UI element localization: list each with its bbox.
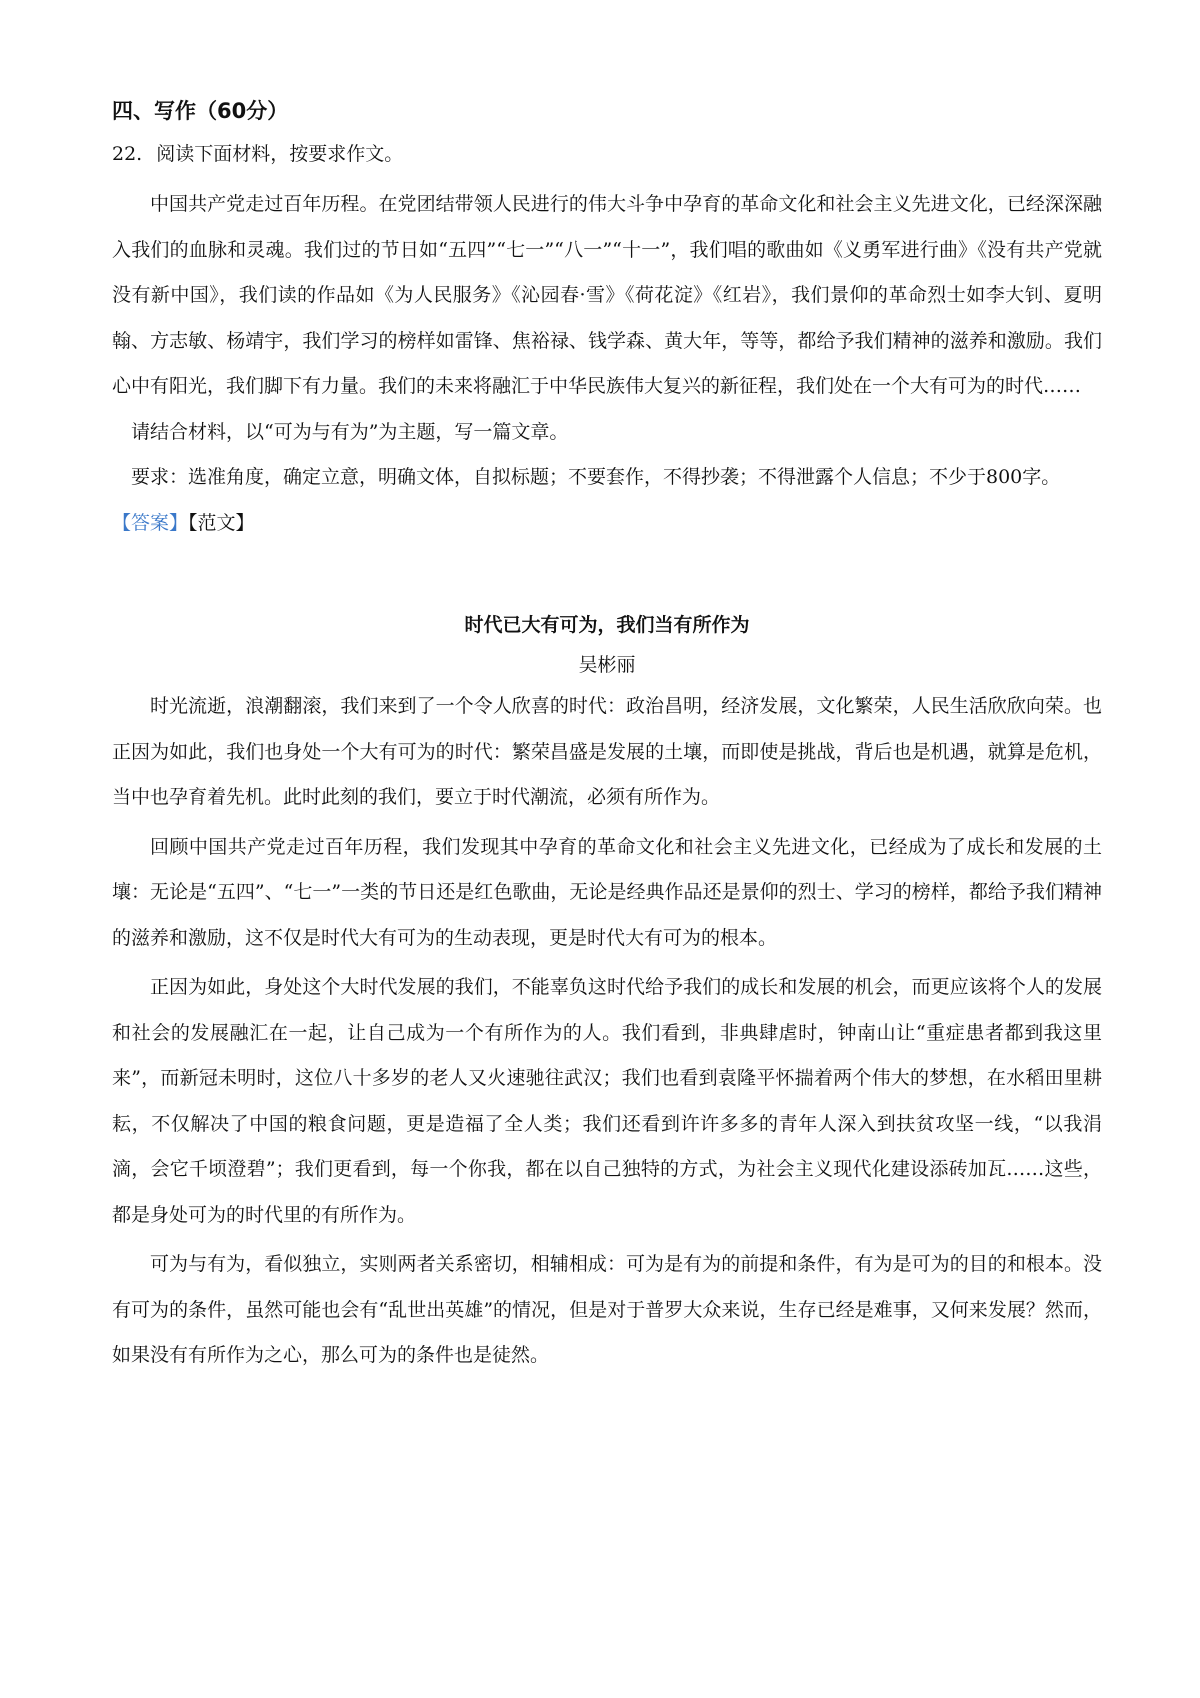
essay-title: 时代已大有可为，我们当有所作为 bbox=[464, 614, 750, 636]
document-content bbox=[112, 96, 1102, 1383]
section-title: 四、写作（60分） bbox=[112, 99, 289, 123]
essay-paragraph: 时光流逝，浪潮翻滚，我们来到了一个令人欣喜的时代：政治昌明，经济发展，文化繁荣，人民生活欣欣向荣。也正因为如此，我们也身处一个大有可为的时代：繁荣昌盛是发展的土壤，而即使是挑战，背后也是机遇，就算是危机，当中也孕育着先机。此时此刻的我们，要立于时代潮流，必须有所作为。 bbox=[112, 695, 1102, 808]
question-heading bbox=[112, 142, 1102, 166]
answer-tag: 【答案】 bbox=[112, 511, 189, 534]
question-requirements: 要求：选准角度，确定立意，明确文体，自拟标题；不要套作，不得抄袭；不得泄露个人信息；不少于800字。 bbox=[131, 466, 1061, 488]
essay-author: 吴彬丽 bbox=[578, 654, 636, 676]
question-material: 中国共产党走过百年历程。在党团结带领人民进行的伟大斗争中孕育的革命文化和社会主义先进文化，已经深深融入我们的血脉和灵魂。我们过的节日如“五四”“七一”“八一”“十一”，我们唱的歌曲如《义勇军进行曲》《没有共产党就没有新中国》，我们读的作品如《为人民服务》《沁园春·雪》《荷花淀》《红岩》，我们景仰的革命烈士如李大钊、夏明翰、方志敏、杨靖宇，我们学习的榜样如雷锋、焦裕禄、钱学森、黄大年，等等，都给予我们精神的滋养和激励。我们心中有阳光，我们脚下有力量。我们的未来将融汇于中华民族伟大复兴的新征程，我们处在一个大有可为的时代…… bbox=[112, 193, 1102, 397]
essay-paragraph: 正因为如此，身处这个大时代发展的我们，不能辜负这时代给予我们的成长和发展的机会，而更应该将个人的发展和社会的发展融汇在一起，让自己成为一个有所作为的人。我们看到，非典肆虐时，钟南山让“重症患者都到我这里来”，而新冠未明时，这位八十多岁的老人又火速驰往武汉；我们也看到袁隆平怀揣着两个伟大的梦想，在水稻田里耕耘，不仅解决了中国的粮食问题，更是造福了全人类；我们还看到许许多多的青年人深入到扶贫攻坚一线，“以我涓滴，会它千顷澄碧”；我们更看到，每一个你我，都在以自己独特的方式，为社会主义现代化建设添砖加瓦……这些，都是身处可为的时代里的有所作为。 bbox=[112, 976, 1102, 1226]
essay-paragraph: 可为与有为，看似独立，实则两者关系密切，相辅相成：可为是有为的前提和条件，有为是可为的目的和根本。没有可为的条件，虽然可能也会有“乱世出英雄”的情况，但是对于普罗大众来说，生存已经是难事，又何来发展？然而，如果没有有所作为之心，那么可为的条件也是徒然。 bbox=[112, 1253, 1102, 1366]
question-instruction: 阅读下面材料，按要求作文。 bbox=[156, 143, 404, 165]
model-essay bbox=[112, 610, 1102, 1379]
essay-paragraph: 回顾中国共产党走过百年历程，我们发现其中孕育的革命文化和社会主义先进文化，已经成为了成长和发展的土壤：无论是“五四”、“七一”一类的节日还是红色歌曲，无论是经典作品还是景仰的烈士、学习的榜样，都给予我们精神的滋养和激励，这不仅是时代大有可为的生动表现，更是时代大有可为的根本。 bbox=[112, 835, 1102, 949]
question-number: 22. bbox=[112, 143, 143, 165]
question-task: 请结合材料，以“可为与有为”为主题，写一篇文章。 bbox=[131, 420, 569, 443]
answer-label: 【范文】 bbox=[188, 511, 255, 534]
answer-line bbox=[112, 501, 1102, 547]
